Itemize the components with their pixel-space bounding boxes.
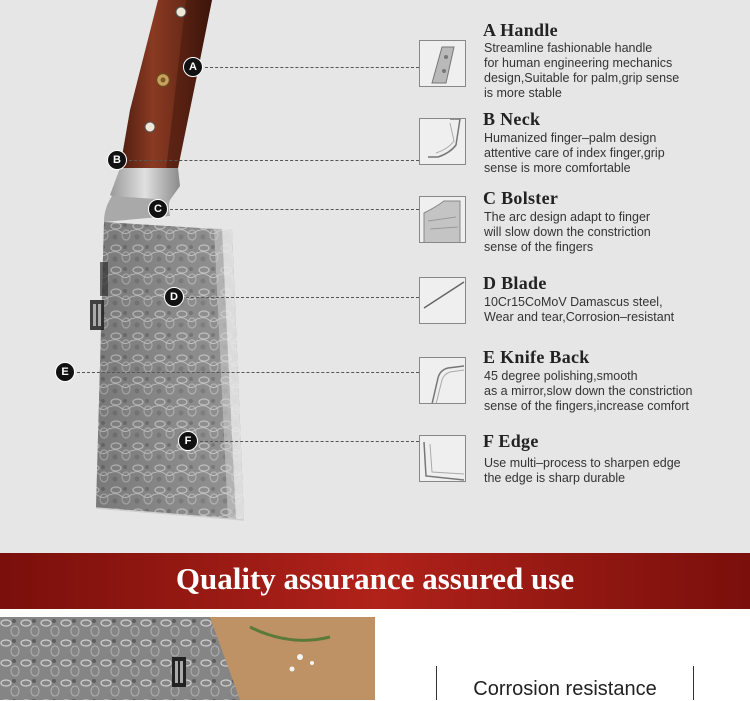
feature-desc-blade: 10Cr15CoMoV Damascus steel, Wear and tear,Corrosion–resistant	[484, 295, 675, 324]
feature-title-knife-back: E Knife Back	[483, 347, 590, 367]
feature-label-box	[436, 666, 694, 700]
knife-back-icon	[419, 357, 466, 404]
quality-banner	[0, 553, 750, 609]
leader-line-e	[77, 372, 419, 373]
feature-desc-handle: Streamline fashionable handle for human engineering mechanics design,Suitable for palm,grip sense is more stable	[484, 41, 680, 100]
handle-icon	[419, 40, 466, 87]
feature-desc-neck: Humanized finger–palm design attentive care of index finger,grip sense is more comfortable	[484, 131, 665, 175]
feature-desc-edge: Use multi–process to sharpen edge the edge is sharp durable	[484, 456, 681, 485]
feature-title-bolster: C Bolster	[483, 188, 559, 208]
leader-line-a	[205, 67, 419, 68]
marker-e: E	[55, 362, 75, 382]
feature-desc-knife-back: 45 degree polishing,smooth as a mirror,slow down the constriction sense of the fingers,increase comfort	[484, 369, 693, 413]
corrosion-resistance-label: Corrosion resistance	[473, 678, 657, 700]
cleaver-knife-image	[0, 0, 420, 553]
edge-icon	[419, 435, 466, 482]
bolster-icon	[419, 196, 466, 243]
neck-icon	[419, 118, 466, 165]
marker-a: A	[183, 57, 203, 77]
leader-line-c	[170, 209, 419, 210]
feature-title-handle: A Handle	[483, 20, 558, 40]
leader-line-b	[129, 160, 419, 161]
leader-line-f	[200, 441, 419, 442]
banner-title: Quality assurance assured use	[175, 561, 575, 596]
marker-f: F	[178, 431, 198, 451]
feature-desc-bolster: The arc design adapt to finger will slow down the constriction sense of the fingers	[484, 210, 651, 254]
marker-c: C	[148, 199, 168, 219]
marker-d: D	[164, 287, 184, 307]
feature-title-neck: B Neck	[483, 109, 541, 129]
feature-title-blade: D Blade	[483, 273, 547, 293]
knife-on-board-photo	[0, 617, 375, 700]
blade-icon	[419, 277, 466, 324]
leader-line-d	[186, 297, 419, 298]
marker-b: B	[107, 150, 127, 170]
bottom-section	[0, 609, 750, 700]
feature-title-edge: F Edge	[483, 431, 539, 451]
